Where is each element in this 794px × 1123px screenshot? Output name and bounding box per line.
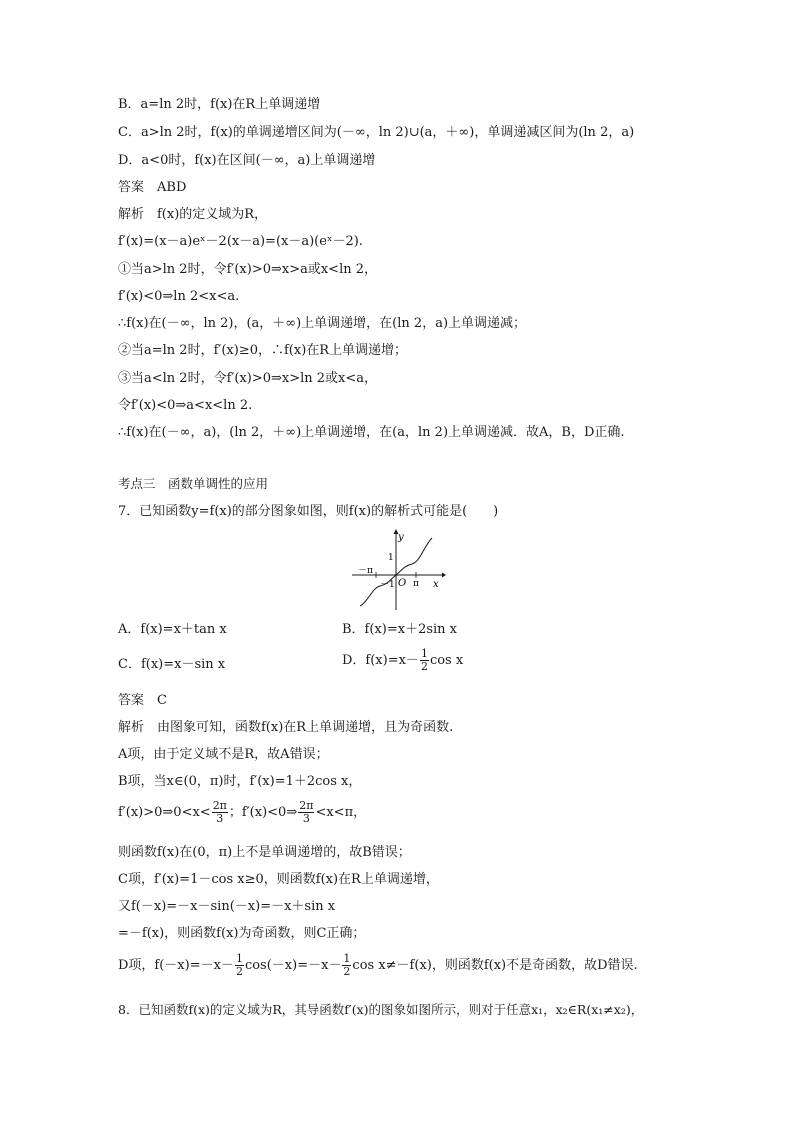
origin-label: O xyxy=(398,578,407,589)
analysis-line: f′(x)=(x－a)eˣ－2(x－a)=(x－a)(eˣ－2). xyxy=(118,234,363,249)
answer-label: 答案 ABD xyxy=(118,180,187,195)
analysis-line: 又f(－x)=－x－sin(－x)=－x＋sin x xyxy=(118,899,336,914)
tick-label-pi: π xyxy=(413,579,419,589)
analysis-line: ③当a<ln 2时，令f′(x)>0⇒x>ln 2或x<a， xyxy=(118,371,378,386)
text-segment: <x<π， xyxy=(315,805,367,820)
answer-label: 答案 C xyxy=(118,693,167,708)
fraction: $\frac{2\pi}{3}$ xyxy=(299,799,314,825)
choice-d xyxy=(342,648,463,673)
analysis-line-with-fraction xyxy=(118,953,638,978)
analysis-line: 则函数f(x)在(0，π)上不是单调递增的，故B错误； xyxy=(118,845,411,860)
text-segment: f′(x)>0⇒0<x< xyxy=(118,805,211,820)
choice-a: A．f(x)=x＋tan x xyxy=(118,622,227,637)
fraction: $\frac{1}{2}$ xyxy=(343,952,351,978)
text-segment: cos(－x)=－x－ xyxy=(244,958,342,973)
section-heading: 考点三 函数单调性的应用 xyxy=(118,476,269,491)
choice-c: C．f(x)=x－sin x xyxy=(118,657,226,672)
option-c-text: C．a>ln 2时，f(x)的单调递增区间为(－∞，ln 2)∪(a，＋∞)，单调递减区间为(ln 2，a) xyxy=(118,125,635,140)
analysis-line: 解析 f(x)的定义域为R， xyxy=(118,207,268,222)
tick-label-neg-one: －1 xyxy=(380,580,395,590)
analysis-line: C项，f′(x)=1－cos x≥0，则函数f(x)在R上单调递增， xyxy=(118,872,439,887)
analysis-line: ∴f(x)在(－∞，ln 2)，(a，＋∞)上单调递增，在(ln 2，a)上单调递减； xyxy=(118,316,527,331)
question-7-stem: 7．已知函数y=f(x)的部分图象如图，则f(x)的解析式可能是( ) xyxy=(118,504,499,519)
function-graph xyxy=(350,528,446,612)
option-b-text: B．a=ln 2时，f(x)在R上单调递增 xyxy=(118,97,321,112)
text-segment: cos x≠－f(x)，则函数f(x)不是奇函数，故D错误. xyxy=(352,958,638,973)
option-d-text: D．a<0时，f(x)在区间(－∞，a)上单调递增 xyxy=(118,153,376,168)
text-segment: D项，f(－x)=－x－ xyxy=(118,958,234,973)
analysis-line-with-fraction xyxy=(118,800,366,825)
analysis-line: ∴f(x)在(－∞，a)，(ln 2，＋∞)上单调递增，在(a，ln 2)上单调递减．故A，B，D正确. xyxy=(118,425,625,440)
tick-label-neg-pi: －π xyxy=(358,566,373,576)
y-label: y xyxy=(398,532,404,543)
question-8-stem: 8．已知函数f(x)的定义域为R，其导函数f′(x)的图象如图所示，则对于任意x₁，x₂∈R(x₁≠x₂)， xyxy=(118,1002,644,1017)
analysis-line: ②当a=ln 2时，f′(x)≥0，∴f(x)在R上单调递增； xyxy=(118,343,408,358)
x-axis-arrow xyxy=(442,573,446,578)
analysis-line: 解析 由图象可知，函数f(x)在R上单调递增，且为奇函数. xyxy=(118,720,454,735)
analysis-line: A项，由于定义域不是R，故A错误； xyxy=(118,747,329,762)
fraction: $\frac{1}{2}$ xyxy=(235,952,243,978)
x-label: x xyxy=(433,579,439,590)
choice-d-suffix: cos x xyxy=(429,653,464,668)
analysis-line: B项，当x∈(0，π)时，f′(x)=1＋2cos x， xyxy=(118,774,362,789)
analysis-line: f′(x)<0⇒ln 2<x<a. xyxy=(118,289,240,304)
fraction: $\frac{2\pi}{3}$ xyxy=(212,799,227,825)
fraction: $\frac{1}{2}$ xyxy=(420,647,428,673)
tick-label-one: 1 xyxy=(388,553,394,563)
analysis-line: 令f′(x)<0⇒a<x<ln 2. xyxy=(118,398,253,413)
choice-b: B．f(x)=x＋2sin x xyxy=(342,622,458,637)
choice-d-prefix: D．f(x)=x－ xyxy=(342,653,419,668)
analysis-line: ①当a>ln 2时，令f′(x)>0⇒x>a或x<ln 2， xyxy=(118,262,378,277)
analysis-line: =－f(x)，则函数f(x)为奇函数，则C正确； xyxy=(118,926,366,941)
text-segment: ；f′(x)<0⇒ xyxy=(228,805,298,820)
